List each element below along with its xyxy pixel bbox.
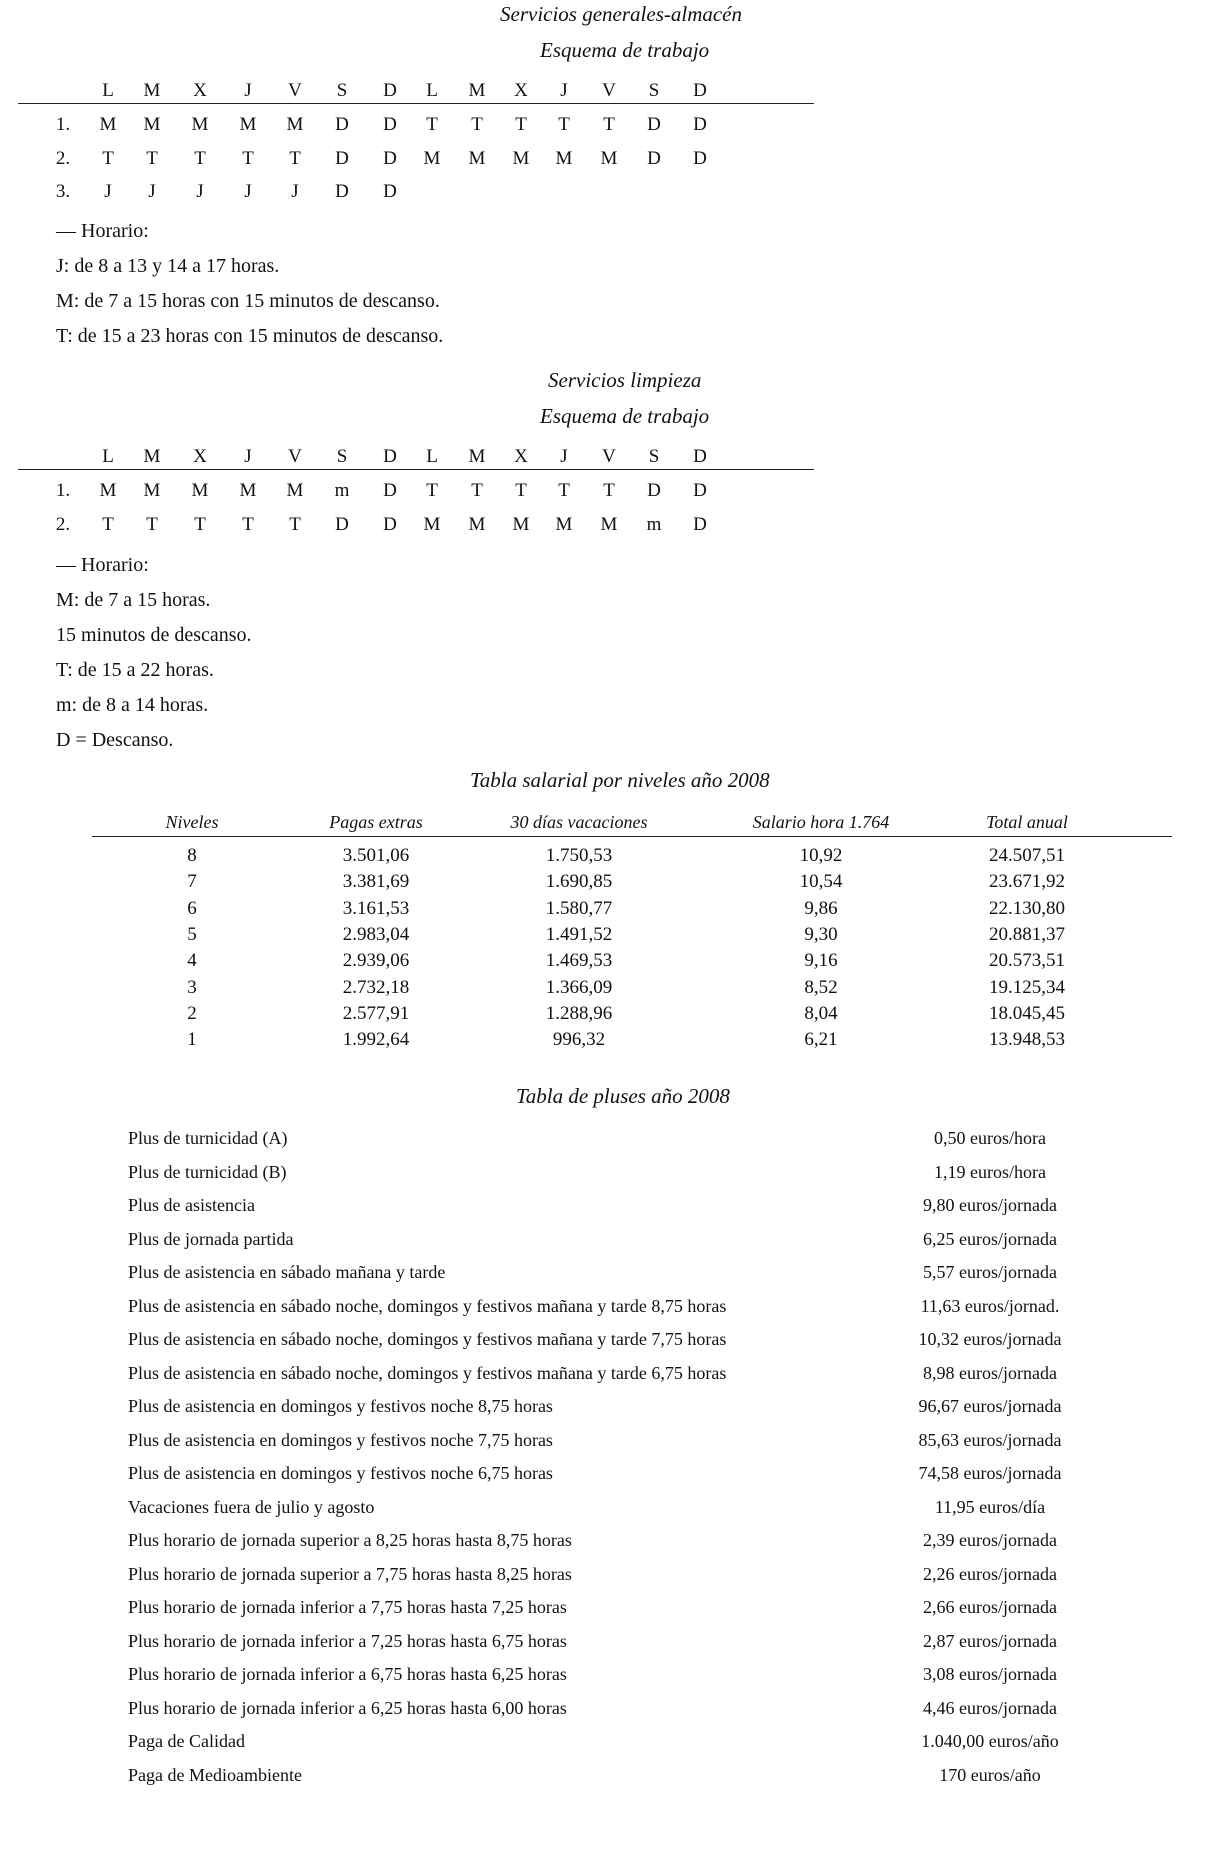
schedule-2-rule — [18, 469, 814, 470]
schedule-header-day: J — [560, 446, 568, 467]
plus-label: Plus horario de jornada superior a 8,25 horas hasta 8,75 horas — [128, 1530, 572, 1550]
salary-cell: 3.501,06 — [342, 845, 410, 866]
salary-header: Niveles — [165, 812, 219, 832]
schedule-cell: J — [148, 181, 156, 202]
salary-cell: 4 — [187, 950, 197, 972]
salary-cell: 23.671,92 — [989, 871, 1065, 893]
schedule-header-day: X — [193, 446, 207, 467]
horario-line: D = Descanso. — [56, 729, 174, 751]
schedule-cell: M — [512, 514, 530, 535]
plus-label: Plus de turnicidad (A) — [128, 1128, 288, 1148]
schedule-cell: M — [143, 480, 161, 501]
schedule-cell: T — [289, 514, 301, 535]
schedule-header-day: D — [383, 446, 397, 467]
schedule-cell: D — [335, 114, 349, 135]
salary-cell: 3 — [187, 976, 197, 998]
salary-cell: 20.881,37 — [989, 923, 1065, 945]
schedule-cell: T — [102, 514, 114, 535]
salary-cell: 1.366,09 — [545, 976, 613, 998]
salary-cell: 6,21 — [804, 1029, 838, 1051]
plus-label: Plus horario de jornada inferior a 6,25 horas hasta 6,00 horas — [128, 1697, 567, 1718]
horario-line: — Horario: — [56, 220, 149, 242]
plus-value: 9,80 euros/jornada — [923, 1195, 1057, 1215]
horario-line: J: de 8 a 13 y 14 a 17 horas. — [56, 255, 280, 277]
salary-cell: 1.469,53 — [545, 950, 613, 972]
section1-subtitle: Esquema de trabajo — [540, 38, 710, 62]
schedule-cell: D — [335, 181, 349, 202]
schedule-1-rule — [18, 103, 814, 104]
schedule-header-day: D — [383, 80, 397, 101]
schedule-cell: M — [191, 480, 209, 501]
schedule-cell: M — [600, 514, 618, 535]
schedule-cell: D — [335, 514, 349, 535]
salary-cell: 8 — [187, 845, 197, 866]
schedule-header-day: J — [244, 446, 252, 467]
plus-value: 74,58 euros/jornada — [918, 1463, 1062, 1483]
schedule-cell: J — [104, 181, 112, 202]
salary-header: Pagas extras — [329, 812, 423, 832]
salary-cell: 8,52 — [804, 976, 838, 998]
plus-label: Plus de asistencia en domingos y festivos noche 7,75 horas — [128, 1429, 553, 1450]
schedule-cell: T — [146, 514, 158, 535]
schedule-header-day: L — [426, 446, 438, 467]
schedule-cell: D — [647, 114, 661, 135]
pluses-title: Tabla de pluses año 2008 — [516, 1084, 730, 1108]
schedule-cell: T — [558, 480, 570, 501]
plus-label: Plus de asistencia en sábado mañana y tarde — [128, 1262, 446, 1282]
horario-line: T: de 15 a 22 horas. — [56, 659, 214, 681]
plus-label: Plus de turnicidad (B) — [128, 1161, 287, 1182]
plus-value: 5,57 euros/jornada — [923, 1262, 1057, 1282]
schedule-cell: T — [603, 480, 615, 501]
schedule-header-day: M — [468, 446, 486, 467]
schedule-cell: T — [146, 148, 158, 169]
salary-cell: 1.750,53 — [545, 845, 613, 866]
schedule-cell: T — [515, 114, 527, 135]
schedule-header-day: D — [693, 80, 707, 101]
salary-header: 30 días vacaciones — [510, 812, 648, 832]
schedule-cell: T — [426, 480, 438, 501]
salary-cell: 1.690,85 — [545, 871, 613, 893]
section1-title: Servicios generales-almacén — [500, 2, 743, 26]
schedule-row-number: 2. — [55, 514, 71, 535]
plus-label: Paga de Calidad — [128, 1731, 245, 1751]
plus-value: 3,08 euros/jornada — [923, 1664, 1057, 1684]
schedule-header-day: V — [602, 446, 616, 467]
section2-title: Servicios limpieza — [548, 368, 702, 392]
salary-cell: 2 — [187, 1002, 197, 1024]
schedule-header-day: L — [102, 446, 114, 467]
schedule-header-day: V — [602, 80, 616, 101]
schedule-cell: D — [693, 480, 707, 501]
salary-cell: 2.577,91 — [342, 1002, 410, 1024]
schedule-cell: T — [515, 480, 527, 501]
schedule-cell: M — [468, 148, 486, 169]
salary-cell: 9,30 — [804, 923, 838, 945]
schedule-cell: M — [555, 514, 573, 535]
schedule-cell: T — [289, 148, 301, 169]
schedule-cell: D — [383, 181, 397, 202]
plus-value: 6,25 euros/jornada — [923, 1228, 1057, 1249]
schedule-cell: M — [143, 114, 161, 135]
schedule-cell: D — [383, 480, 397, 501]
plus-value: 8,98 euros/jornada — [923, 1362, 1057, 1383]
salary-cell: 7 — [187, 871, 197, 893]
plus-value: 170 euros/año — [939, 1764, 1041, 1785]
schedule-cell: D — [383, 114, 397, 135]
salary-cell: 10,92 — [799, 845, 843, 866]
plus-label: Plus horario de jornada superior a 7,75 horas hasta 8,25 horas — [128, 1563, 572, 1584]
schedule-cell: M — [239, 480, 257, 501]
schedule-header-day: L — [426, 80, 438, 101]
salary-cell: 9,86 — [804, 897, 838, 919]
schedule-cell: D — [647, 148, 661, 169]
plus-value: 2,39 euros/jornada — [923, 1530, 1057, 1550]
schedule-cell: M — [99, 480, 117, 501]
schedule-header-day: M — [143, 446, 161, 467]
plus-value: 11,63 euros/jornad. — [920, 1295, 1060, 1316]
salary-cell: 2.983,04 — [342, 923, 410, 945]
salary-cell: 1.491,52 — [545, 923, 613, 945]
schedule-cell: M — [600, 148, 618, 169]
horario-line: M: de 7 a 15 horas con 15 minutos de descanso. — [56, 290, 440, 312]
plus-label: Plus horario de jornada inferior a 7,75 horas hasta 7,25 horas — [128, 1597, 567, 1617]
schedule-row-number: 1. — [55, 480, 71, 501]
plus-value: 11,95 euros/día — [934, 1496, 1046, 1517]
schedule-cell: M — [423, 148, 441, 169]
schedule-cell: T — [471, 114, 483, 135]
salary-cell: 19.125,34 — [989, 976, 1065, 998]
salary-cell: 9,16 — [804, 950, 838, 972]
schedule-cell: m — [646, 514, 662, 535]
plus-value: 85,63 euros/jornada — [918, 1429, 1062, 1450]
schedule-cell: J — [291, 181, 299, 202]
plus-value: 1.040,00 euros/año — [921, 1731, 1059, 1751]
schedule-header-day: X — [193, 80, 207, 101]
plus-value: 10,32 euros/jornada — [918, 1329, 1062, 1349]
schedule-cell: M — [191, 114, 209, 135]
salary-cell: 1 — [187, 1029, 197, 1051]
plus-value: 4,46 euros/jornada — [923, 1697, 1057, 1718]
schedule-cell: M — [468, 514, 486, 535]
schedule-cell: M — [286, 480, 304, 501]
schedule-row-number: 2. — [55, 148, 71, 169]
schedule-cell: T — [102, 148, 114, 169]
plus-label: Paga de Medioambiente — [128, 1764, 302, 1785]
schedule-row-number: 3. — [55, 181, 71, 202]
plus-label: Plus de asistencia en domingos y festivos noche 8,75 horas — [128, 1396, 553, 1416]
salary-cell: 2.939,06 — [342, 950, 410, 972]
plus-label: Plus de asistencia en sábado noche, domingos y festivos mañana y tarde 8,75 horas — [128, 1295, 727, 1316]
plus-value: 2,87 euros/jornada — [923, 1630, 1057, 1651]
schedule-cell: T — [242, 148, 254, 169]
schedule-cell: M — [239, 114, 257, 135]
plus-value: 96,67 euros/jornada — [918, 1396, 1062, 1416]
horario-line: M: de 7 a 15 horas. — [56, 589, 211, 611]
schedule-header-day: M — [468, 80, 486, 101]
salary-cell: 3.161,53 — [342, 897, 410, 919]
schedule-cell: D — [383, 148, 397, 169]
horario-line: 15 minutos de descanso. — [56, 624, 252, 646]
schedule-header-day: S — [648, 80, 660, 101]
salary-cell: 22.130,80 — [989, 897, 1065, 919]
plus-label: Plus horario de jornada inferior a 7,25 horas hasta 6,75 horas — [128, 1630, 567, 1651]
schedule-cell: T — [242, 514, 254, 535]
schedule-cell: J — [196, 181, 204, 202]
schedule-header-day: X — [514, 446, 528, 467]
salary-cell: 20.573,51 — [989, 950, 1065, 972]
salary-cell: 24.507,51 — [989, 845, 1065, 866]
schedule-cell: T — [471, 480, 483, 501]
schedule-cell: D — [693, 514, 707, 535]
salary-cell: 5 — [187, 923, 197, 945]
schedule-cell: D — [693, 114, 707, 135]
salary-cell: 18.045,45 — [989, 1002, 1065, 1024]
plus-value: 0,50 euros/hora — [934, 1128, 1046, 1148]
schedule-cell: M — [286, 114, 304, 135]
schedule-header-day: M — [143, 80, 161, 101]
schedule-header-day: S — [648, 446, 660, 467]
horario-line: T: de 15 a 23 horas con 15 minutos de descanso. — [56, 325, 444, 347]
schedule-header-day: J — [244, 80, 252, 101]
schedule-cell: T — [558, 114, 570, 135]
schedule-header-day: S — [336, 446, 348, 467]
plus-label: Plus de asistencia en domingos y festivos noche 6,75 horas — [128, 1463, 553, 1483]
schedule-header-day: V — [288, 446, 302, 467]
schedule-header-day: L — [102, 80, 114, 101]
horario-line: — Horario: — [56, 554, 149, 576]
schedule-header-day: X — [514, 80, 528, 101]
salary-cell: 1.992,64 — [342, 1029, 410, 1051]
salary-cell: 1.580,77 — [545, 897, 613, 919]
schedule-cell: T — [194, 148, 206, 169]
plus-label: Plus de asistencia — [128, 1195, 255, 1215]
schedule-cell: M — [555, 148, 573, 169]
plus-label: Plus de asistencia en sábado noche, domingos y festivos mañana y tarde 6,75 horas — [128, 1362, 727, 1383]
plus-value: 2,66 euros/jornada — [923, 1597, 1057, 1617]
salary-cell: 8,04 — [804, 1002, 838, 1024]
horario-line: m: de 8 a 14 horas. — [56, 694, 209, 716]
schedule-header-day: V — [288, 80, 302, 101]
plus-value: 2,26 euros/jornada — [923, 1563, 1057, 1584]
salary-header: Total anual — [986, 812, 1068, 832]
schedule-cell: T — [603, 114, 615, 135]
section2-subtitle: Esquema de trabajo — [540, 404, 710, 428]
salary-cell: 6 — [187, 897, 197, 919]
schedule-cell: M — [512, 148, 530, 169]
schedule-cell: T — [194, 514, 206, 535]
plus-label: Plus de jornada partida — [128, 1228, 294, 1249]
schedule-header-day: D — [693, 446, 707, 467]
plus-value: 1,19 euros/hora — [934, 1161, 1046, 1182]
salary-cell: 2.732,18 — [342, 976, 410, 998]
schedule-header-day: S — [336, 80, 348, 101]
salary-title: Tabla salarial por niveles año 2008 — [470, 768, 770, 792]
salary-cell: 13.948,53 — [989, 1029, 1065, 1051]
schedule-cell: m — [334, 480, 350, 501]
schedule-cell: D — [693, 148, 707, 169]
salary-header: Salario hora 1.764 — [752, 812, 890, 832]
salary-cell: 1.288,96 — [545, 1002, 613, 1024]
schedule-cell: D — [335, 148, 349, 169]
schedule-cell: D — [647, 480, 661, 501]
salary-rule — [92, 836, 1172, 837]
plus-label: Plus de asistencia en sábado noche, domingos y festivos mañana y tarde 7,75 horas — [128, 1329, 727, 1349]
schedule-cell: J — [244, 181, 252, 202]
salary-cell: 996,32 — [552, 1029, 606, 1051]
schedule-cell: M — [99, 114, 117, 135]
schedule-row-number: 1. — [55, 114, 71, 135]
plus-label: Vacaciones fuera de julio y agosto — [128, 1496, 375, 1517]
plus-label: Plus horario de jornada inferior a 6,75 horas hasta 6,25 horas — [128, 1664, 567, 1684]
schedule-cell: M — [423, 514, 441, 535]
schedule-cell: T — [426, 114, 438, 135]
schedule-header-day: J — [560, 80, 568, 101]
salary-cell: 3.381,69 — [342, 871, 410, 893]
schedule-cell: D — [383, 514, 397, 535]
salary-cell: 10,54 — [799, 871, 843, 893]
